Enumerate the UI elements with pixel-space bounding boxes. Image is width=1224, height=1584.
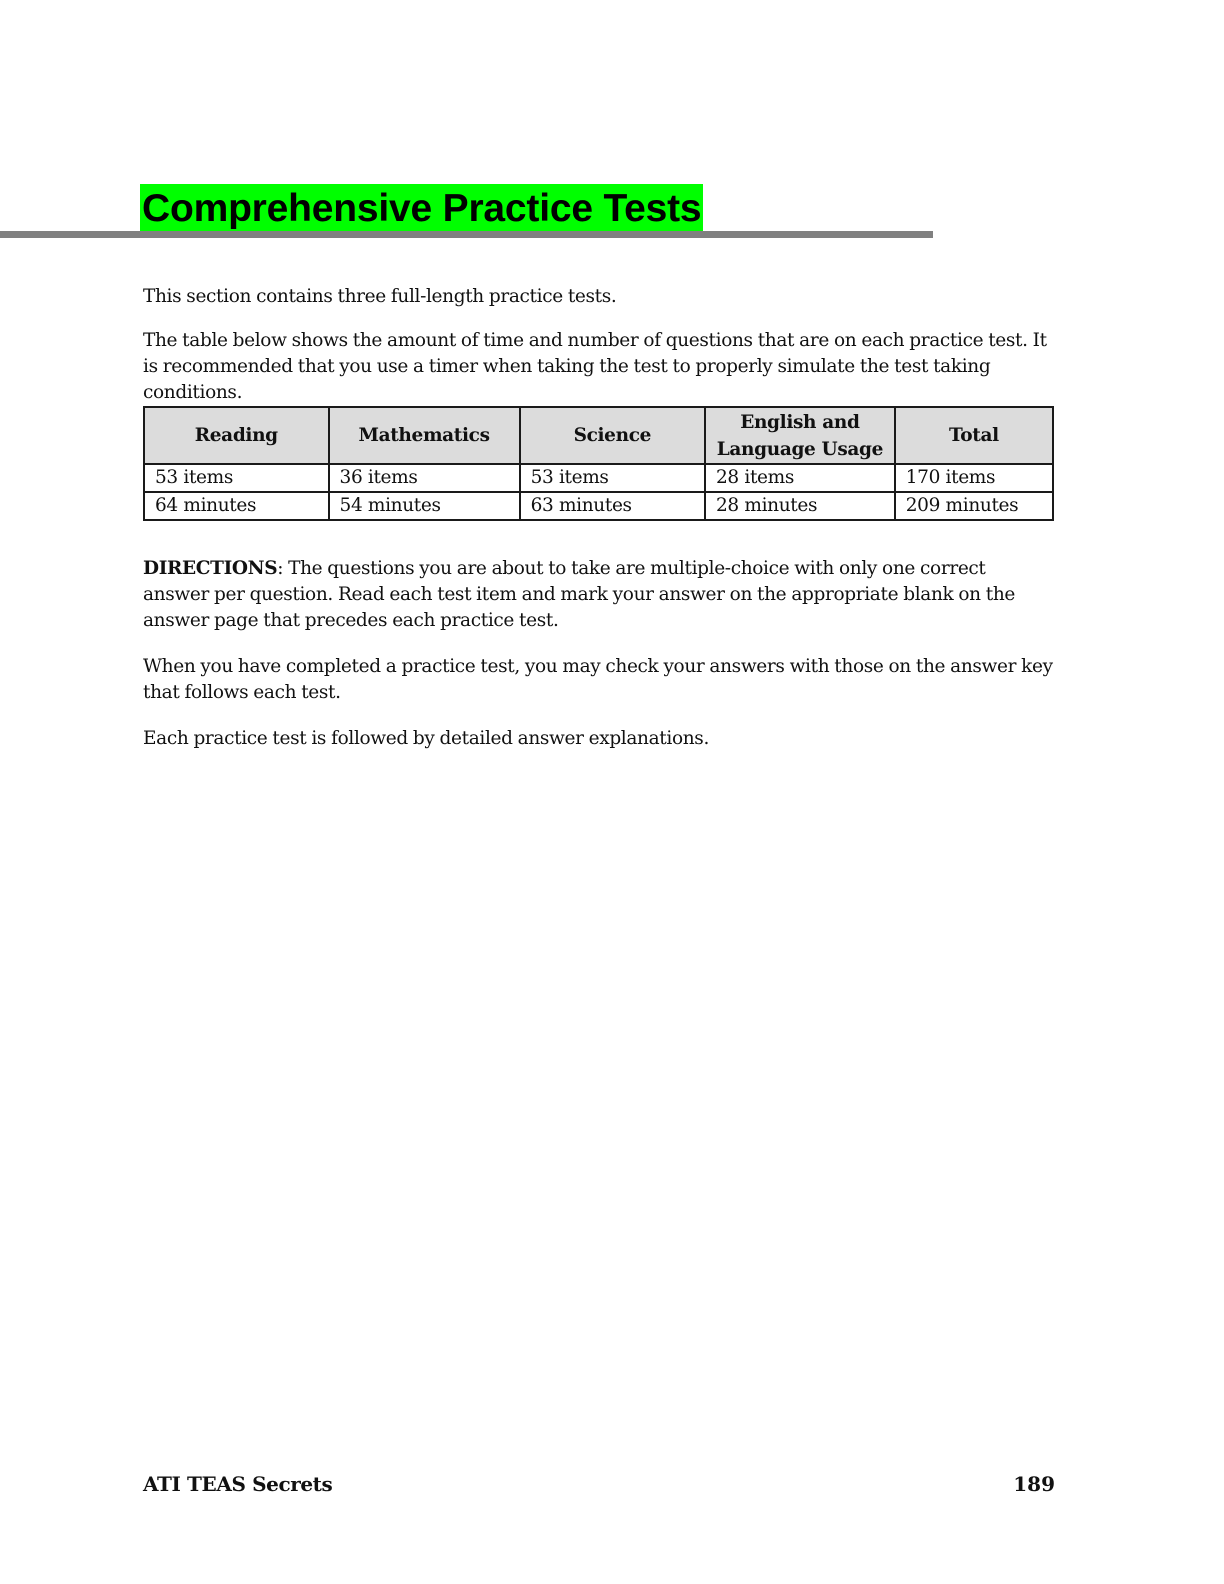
- table-header-row: [144, 407, 1053, 464]
- table-cell: 64 minutes: [144, 492, 329, 520]
- practice-test-table: [143, 406, 1054, 521]
- table-cell: 53 items: [144, 464, 329, 492]
- table-header-cell: English and Language Usage: [705, 407, 895, 464]
- table-row: [144, 492, 1053, 520]
- table-cell: 28 items: [705, 464, 895, 492]
- table-cell: 28 minutes: [705, 492, 895, 520]
- intro-paragraph-1: This section contains three full-length practice tests.: [143, 286, 617, 307]
- table-cell: 36 items: [329, 464, 520, 492]
- intro-paragraph-2: The table below shows the amount of time and number of questions that are on each practice test. It is recommended that you use a timer when taking the test to properly simulate the test taking conditions.: [143, 330, 1047, 403]
- directions-label: DIRECTIONS: [143, 558, 278, 579]
- footer-page-number: 189: [1013, 1472, 1055, 1496]
- table-header-cell: Science: [520, 407, 705, 464]
- table-cell: 54 minutes: [329, 492, 520, 520]
- table-header-cell: Mathematics: [329, 407, 520, 464]
- table-cell: 170 items: [895, 464, 1053, 492]
- table-row: [144, 464, 1053, 492]
- table-cell: 63 minutes: [520, 492, 705, 520]
- footer-book-title: ATI TEAS Secrets: [143, 1472, 333, 1496]
- section-heading-block: [140, 184, 1073, 238]
- table-cell: 53 items: [520, 464, 705, 492]
- closing-paragraph-1: When you have completed a practice test, you may check your answers with those on the answer key that follows each test.: [143, 656, 1053, 703]
- closing-paragraph-2: Each practice test is followed by detailed answer explanations.: [143, 728, 709, 749]
- directions-text: : The questions you are about to take are multiple-choice with only one correct answer per question. Read each test item and mark your answer on the appropriate blank on the answer page that precedes each practice test.: [143, 558, 1016, 631]
- heading-rule: [0, 231, 933, 238]
- page-title: Comprehensive Practice Tests: [140, 184, 703, 231]
- directions-paragraph: [143, 556, 1053, 634]
- table-header-cell: Reading: [144, 407, 329, 464]
- table-cell: 209 minutes: [895, 492, 1053, 520]
- table-header-cell: Total: [895, 407, 1053, 464]
